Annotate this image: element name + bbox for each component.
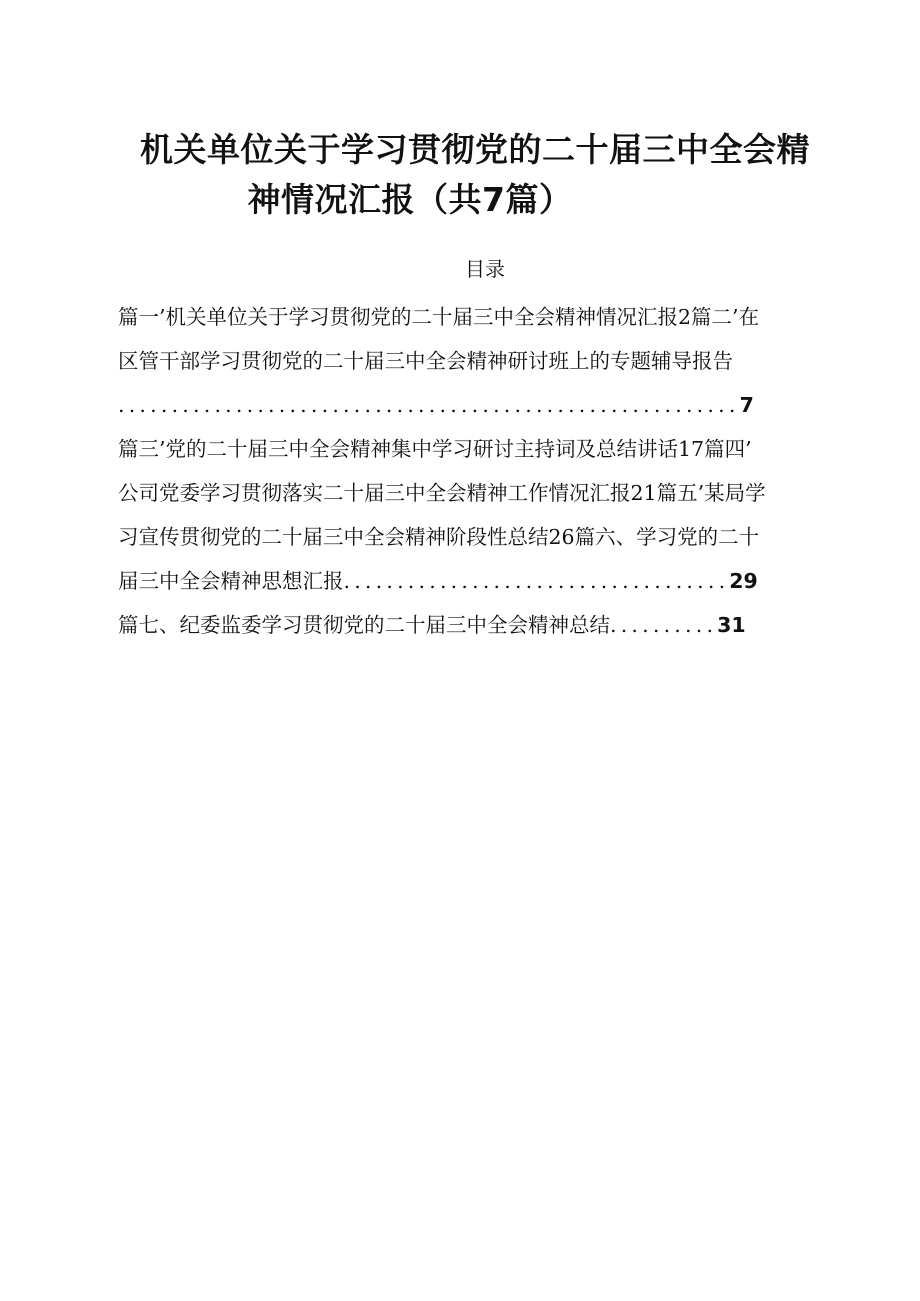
toc-line-3: [118, 390, 858, 420]
toc-entry-text: 篇七、纪委监委学习贯彻党的二十届三中全会精神总结: [118, 613, 610, 637]
toc-page-number: 29: [729, 569, 758, 593]
document-title-line-2: 神情况汇报（共7篇）: [247, 180, 573, 219]
toc-entry-text: 届三中全会精神思想汇报: [118, 569, 344, 593]
toc-line-7: [118, 566, 858, 596]
toc-line-4: 篇三’党的二十届三中全会精神集中学习研讨主持词及总结讲话17篇四’: [118, 437, 752, 461]
toc-line-6: 习宣传贯彻党的二十届三中全会精神阶段性总结26篇六、学习党的二十: [118, 525, 760, 549]
toc-line-2: 区管干部学习贯彻党的二十届三中全会精神研讨班上的专题辅导报告: [118, 349, 733, 373]
toc-line-1: 篇一’机关单位关于学习贯彻党的二十届三中全会精神情况汇报2篇二’在: [118, 305, 760, 329]
toc-line-5: 公司党委学习贯彻落实二十届三中全会精神工作情况汇报21篇五’某局学: [118, 481, 766, 505]
toc-dot-leader: ..........: [610, 613, 718, 637]
toc-page-number: 7: [739, 393, 754, 417]
toc-heading: 目录: [465, 257, 505, 281]
toc-dot-leader: ..........................................................: [118, 393, 740, 417]
toc-dot-leader: ....................................: [343, 569, 730, 593]
document-title-line-1: 机关单位关于学习贯彻党的二十届三中全会精: [140, 130, 810, 169]
toc-page-number: 31: [717, 613, 746, 637]
toc-line-8: [118, 610, 858, 640]
